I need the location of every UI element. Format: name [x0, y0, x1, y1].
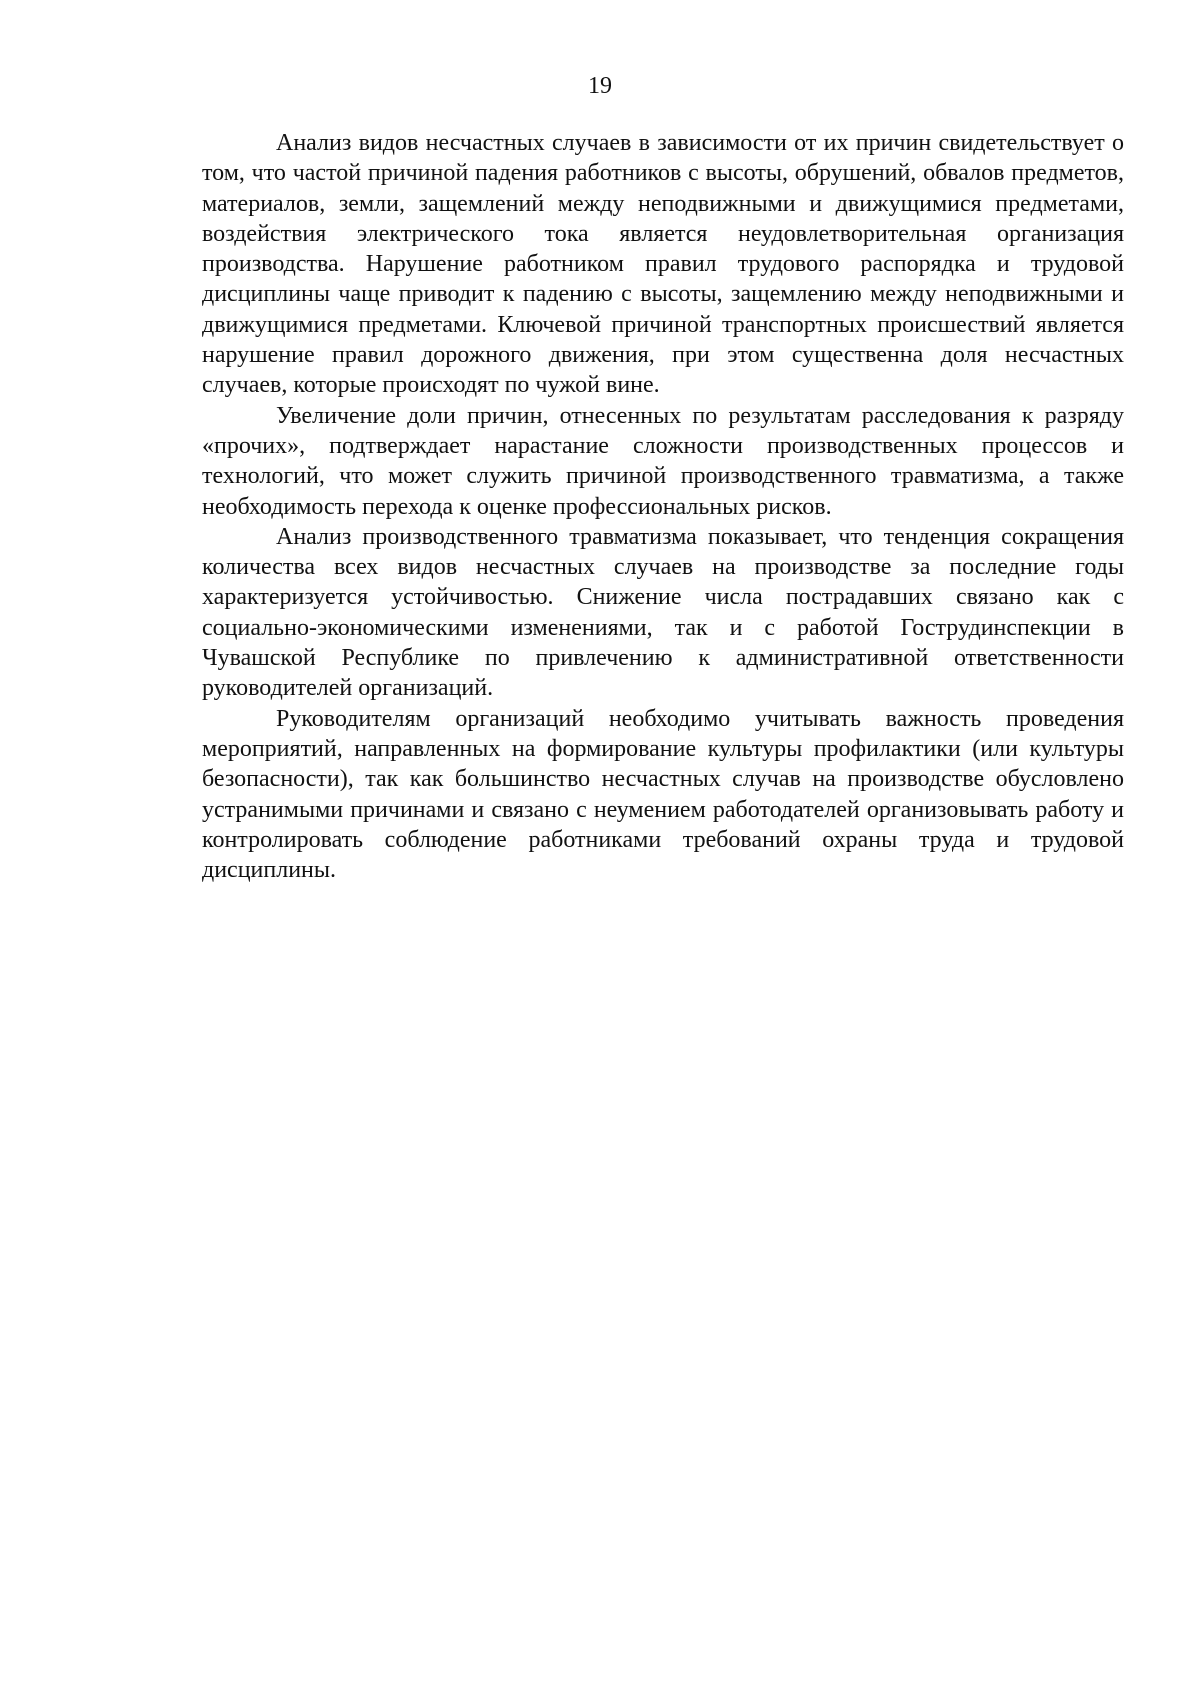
- paragraph: Анализ производственного травматизма показывает, что тенденция сокращения количества всех видов несчастных случаев на производстве за последние годы характеризуется устойчивостью. Снижение числа пострадавших связано как с социально-экономическими изменениями, так и с работой Гострудинспекции в Чувашской Республике по привлечению к административной ответственности руководителей организаций.: [202, 523, 1124, 702]
- paragraph: Анализ видов несчастных случаев в зависимости от их причин свидетельствует о том, что частой причиной падения работников с высоты, обрушений, обвалов предметов, материалов, земли, защемлений между неподвижными и движущимися предметами, воздействия электрического тока является неудовлетворительная организация производства. Нарушение работником правил трудового распорядка и трудовой дисциплины чаще приводит к падению с высоты, защемлению между неподвижными и движущимися предметами. Ключевой причиной транспортных происшествий является нарушение правил дорожного движения, при этом существенна доля несчастных случаев, которые происходят по чужой вине.: [202, 130, 1124, 399]
- paragraph: Увеличение доли причин, отнесенных по результатам расследования к разряду «прочих», подтверждает нарастание сложности производственных процессов и технологий, что может служить причиной производственного травматизма, а также необходимость перехода к оценке профессиональных рисков.: [202, 402, 1124, 520]
- paragraph: Руководителям организаций необходимо учитывать важность проведения мероприятий, направленных на формирование культуры профилактики (или культуры безопасности), так как большинство несчастных случав на производстве обусловлено устранимыми причинами и связано с неумением работодателей организовывать работу и контролировать соблюдение работниками требований охраны труда и трудовой дисциплины.: [202, 705, 1124, 884]
- body-text: [202, 128, 1124, 885]
- page-number: 19: [588, 73, 612, 99]
